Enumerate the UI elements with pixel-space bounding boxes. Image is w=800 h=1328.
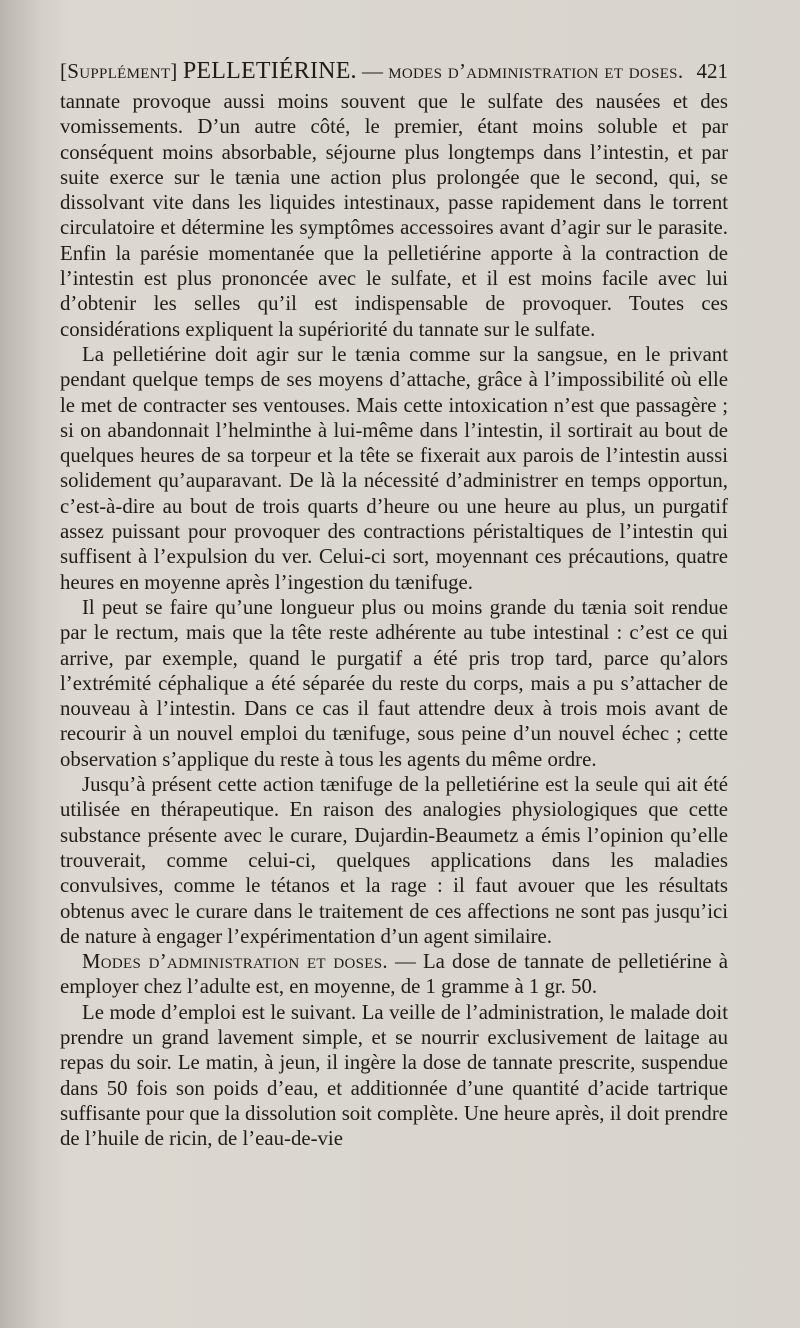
- header-dash: —: [362, 59, 384, 83]
- page-number: 421: [696, 59, 728, 83]
- paragraph: Il peut se faire qu’une longueur plus ou moins grande du tænia soit rendue par le rectum, mais que la tête reste adhérente au tube intestinal : c’est ce qui arrive, par exemple, quand le purgatif a été pris trop tard, parce qu’alors l’extrémité céphalique a été séparée du reste du corps, mais a pu s’attacher de nouveau à l’intestin. Dans ce cas il faut attendre deux à trois mois avant de recourir à un nouvel emploi du tænifuge, sous peine d’un nouvel échec ; cette observation s’applique du reste à tous les agents du même ordre.: [60, 595, 728, 771]
- modes-text: La dose de tannate de pelletiérine à employer chez l’adulte est, en moyenne, de 1 gramme à 1 gr. 50.: [60, 950, 728, 999]
- header-left: [60, 56, 683, 86]
- modes-dash: —: [395, 950, 416, 974]
- running-header: [60, 56, 728, 86]
- header-section: modes d’administration et doses.: [388, 59, 684, 83]
- paragraph: tannate provoque aussi moins souvent que le sulfate des nausées et des vomissements. D’un autre côté, le premier, étant moins soluble et par conséquent moins absorbable, séjourne plus longtemps dans l’intestin, et par suite exerce sur le tænia une action plus prolongée que le second, qui, se dissolvant vite dans les liquides intestinaux, passe rapidement dans le torrent circulatoire et détermine les symptômes accessoires avant d’agir sur le parasite. Enfin la parésie momentanée que la pelletiérine apporte à la contraction de l’intestin est plus prononcée avec le sulfate, et il est moins facile avec lui d’obtenir les selles qu’il est indispensable de provoquer. Toutes ces considérations expliquent la supériorité du tannate sur le sulfate.: [60, 90, 728, 341]
- header-title: PELLETIÉRINE.: [182, 58, 357, 84]
- supplement-label: [Supplément]: [60, 59, 178, 83]
- body-text: [60, 89, 728, 1151]
- modes-heading: Modes d’administration et doses.: [82, 950, 388, 974]
- paragraph: La pelletiérine doit agir sur le tænia comme sur la sangsue, en le privant pendant quelque temps de ses moyens d’attache, grâce à l’impossibilité où elle le met de contracter ses ventouses. Mais cette intoxication n’est que passagère ; si on abandonnait l’helminthe à lui-même dans l’intestin, il sortirait au bout de quelques heures de sa torpeur et la tête se fixerait aux parois de l’intestin aussi solidement qu’auparavant. De là la nécessité d’administrer en temps opportun, c’est-à-dire au bout de trois quarts d’heure ou une heure au plus, un purgatif assez puissant pour provoquer des contractions péristaltiques de l’intestin qui suffisent à l’expulsion du ver. Celui-ci sort, moyennant ces précautions, quatre heures en moyenne après l’ingestion du tænifuge.: [60, 342, 728, 594]
- paragraph: Le mode d’emploi est le suivant. La veille de l’administration, le malade doit prendre un grand lavement simple, et se nourrir exclusivement de laitage au repas du soir. Le matin, à jeun, il ingère la dose de tannate prescrite, suspendue dans 50 fois son poids d’eau, et additionnée d’une quantité d’acide tartrique suffisante pour que la dissolution soit complète. Une heure après, il doit prendre de l’huile de ricin, de l’eau-de-vie: [60, 1000, 728, 1151]
- modes-paragraph: [60, 949, 728, 1000]
- paragraph: Jusqu’à présent cette action tænifuge de la pelletiérine est la seule qui ait été utilisée en thérapeutique. En raison des analogies physiologiques que cette substance présente avec le curare, Dujardin-Beaumetz a émis l’opinion qu’elle trouverait, comme celui-ci, quelques applications dans les maladies convulsives, comme le tétanos et la rage : il faut avouer que les résultats obtenus avec le curare dans le traitement de ces affections ne sont pas jusqu’ici de nature à engager l’expérimentation d’un agent similaire.: [60, 773, 728, 948]
